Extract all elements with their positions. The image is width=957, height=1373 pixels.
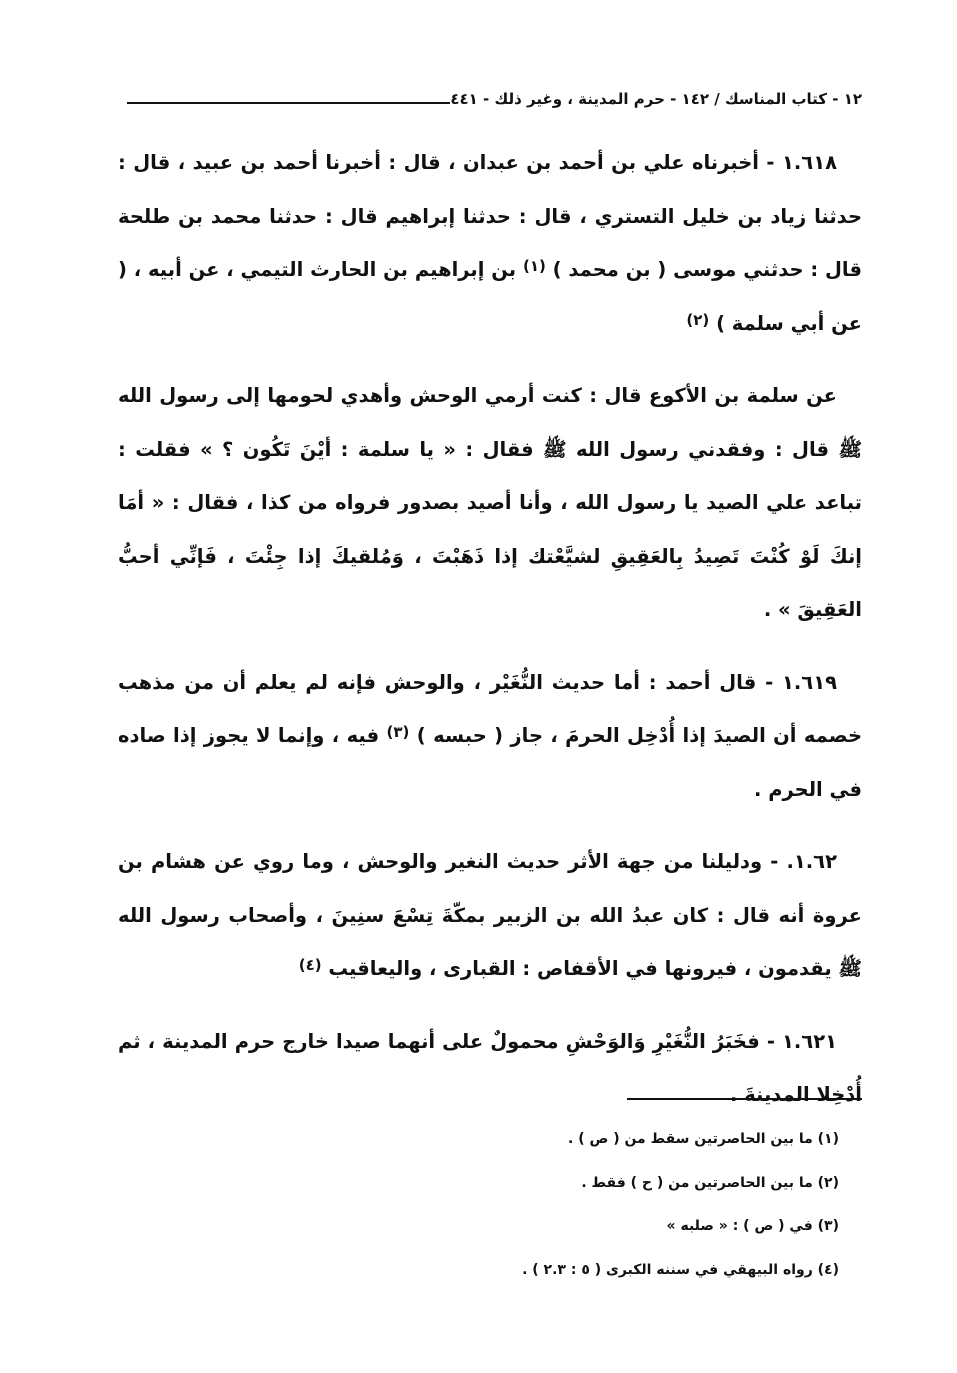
running-header <box>115 84 862 114</box>
footnote-1: (١) ما بين الحاصرتين سقط من ( ص ) . <box>568 1131 839 1147</box>
paragraph-1619 <box>118 656 862 817</box>
paragraph-text: بن إبراهيم بن الحارث التيمي ، عن أبيه ، ( عن أبي سلمة ) <box>118 258 862 335</box>
paragraph-text: عن سلمة بن الأكوع قال : كنت أرمي الوحش وأهدي لحومها إلى رسول الله ﷺ قال : وفقدني رسول الله ﷺ فقال : « يا سلمة : أيْنَ تَكُون ؟ » فقلت : تباعد علي الصيد يا رسول الله ، وأنا أصيد بصدور فرواه من كذا ، فقال : « أمَا إنكَ لَوْ كُنْتَ تَصِيدُ بِالعَقِيقِ لشيَّعْتك إذا ذَهَبْتَ ، وَمُلقيكَ إذا جِئْتَ ، فَإنِّي أحبُّ العَقِيقَ » . <box>118 384 862 621</box>
paragraph-1620 <box>118 835 862 996</box>
paragraph-hadith-salama <box>118 369 862 637</box>
paragraph-text: ١.٦١٩ - قال أحمد : أما حديث النُّغَيْر ، والوحش فإنه لم يعلم أن من مذهب خصمه أن الصيدَ إذا أُدْخِل الحرمَ ، جاز ( حبسه ) <box>118 670 862 747</box>
paragraph-1621 <box>118 1015 862 1122</box>
footnote-ref-2[interactable]: (٢) <box>686 310 710 329</box>
footnotes <box>118 1118 839 1292</box>
paragraph-text: فيه ، وإنما لا يجوز إذا صاده في الحرم . <box>118 724 862 801</box>
paragraph-text: ١.٦٢. - ودليلنا من جهة الأثر حديث النغير والوحش ، وما روي عن هشام بن عروة أنه قال : كان عبدُ الله بن الزبير بمكّةَ تِسْعَ سنِينَ ، وأصحاب رسول الله ﷺ يقدمون ، فيرونها في الأقفاص : القبارى ، واليعاقيب <box>118 850 862 980</box>
footnote-separator <box>627 1098 862 1100</box>
header-rule <box>127 102 450 104</box>
footnote-ref-3[interactable]: (٣) <box>386 723 410 741</box>
footnote-ref-4[interactable]: (٤) <box>298 956 322 974</box>
footnote-3: (٣) في ( ص ) : « صلبه » <box>666 1218 839 1234</box>
paragraph-text: ١.٦١٨ - أخبرناه علي بن أحمد بن عبدان ، قال : أخبرنا أحمد بن عبيد ، قال : حدثنا زياد بن خليل التستري ، قال : حدثنا إبراهيم قال : حدثنا محمد بن طلحة قال : حدثني موسى ( بن محمد ) <box>118 151 862 281</box>
running-header-text: ١٢ - كتاب المناسك / ١٤٢ - حرم المدينة ، وغير ذلك - ٤٤١ <box>450 90 862 108</box>
main-text <box>118 136 862 1141</box>
footnote-ref-1[interactable]: (١) <box>522 257 546 275</box>
footnote-4: (٤) رواه البيهقي في سننه الكبرى ( ٥ : ٢.٣ ) . <box>522 1261 839 1278</box>
footnote-2: (٢) ما بين الحاصرتين من ( ح ) فقط . <box>581 1174 839 1191</box>
paragraph-1618 <box>118 136 862 350</box>
paragraph-text: ١.٦٢١ - فخَبَرُ النُّغَيْرِ وَالوَحْشِ محمولٌ على أنهما صيدا خارج حرم المدينة ، ثم أُدْخِلا المدينةَ . <box>118 1029 862 1106</box>
